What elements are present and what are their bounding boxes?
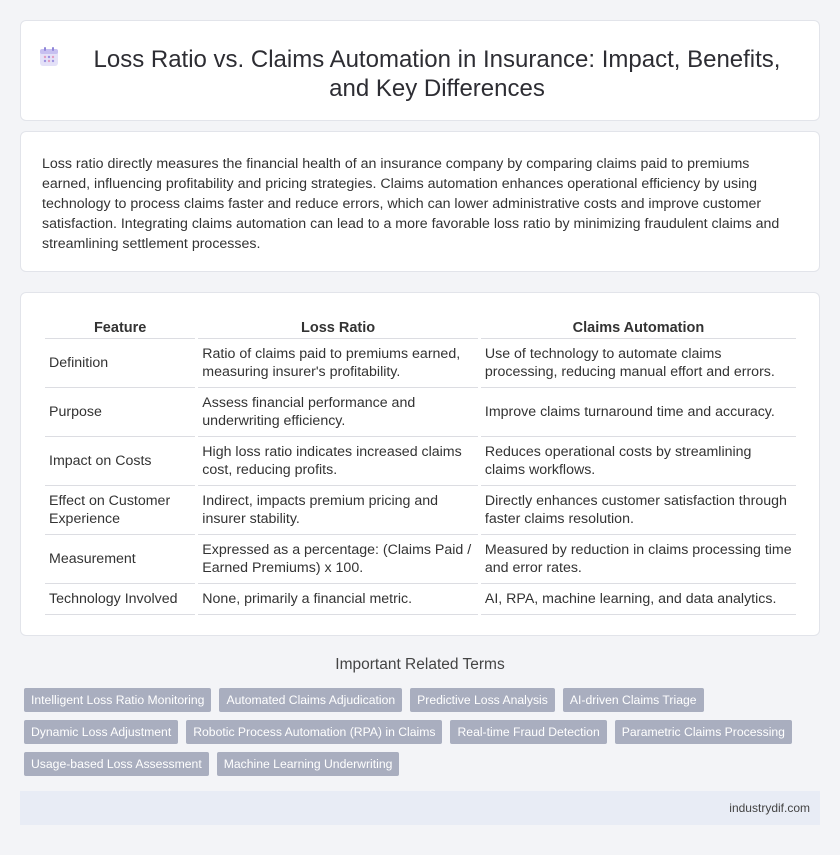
table-row	[45, 388, 796, 437]
header-feature: Feature	[45, 315, 195, 339]
loss-ratio-cell: Assess financial performance and underwriting efficiency.	[198, 388, 478, 437]
table-row	[45, 584, 796, 615]
feature-cell: Impact on Costs	[45, 437, 195, 486]
comparison-table	[42, 315, 799, 615]
intro-paragraph: Loss ratio directly measures the financial health of an insurance company by comparing claims paid to premiums earned, influencing profitability and pricing strategies. Claims automation enhances operational efficiency by using technology to process claims faster and reduce errors, which can lower administrative costs and improve customer satisfaction. Integrating claims automation can lead to a more favorable loss ratio by minimizing fraudulent claims and streamlining settlement processes.	[42, 156, 780, 252]
table-row	[45, 535, 796, 584]
claims-automation-cell: Measured by reduction in claims processing time and error rates.	[481, 535, 796, 584]
table-row	[45, 437, 796, 486]
header-card	[20, 20, 820, 121]
claims-automation-cell: Directly enhances customer satisfaction through faster claims resolution.	[481, 486, 796, 535]
intro-card	[20, 131, 820, 272]
loss-ratio-cell: None, primarily a financial metric.	[198, 584, 478, 615]
related-term-tag[interactable]: Dynamic Loss Adjustment	[24, 720, 178, 744]
feature-cell: Purpose	[45, 388, 195, 437]
loss-ratio-cell: Indirect, impacts premium pricing and insurer stability.	[198, 486, 478, 535]
related-terms-title: Important Related Terms	[335, 656, 505, 673]
calendar-icon	[38, 46, 60, 68]
related-terms-list	[24, 688, 814, 784]
feature-cell: Effect on Customer Experience	[45, 486, 195, 535]
related-term-tag[interactable]: Parametric Claims Processing	[615, 720, 792, 744]
related-term-tag[interactable]: Automated Claims Adjudication	[219, 688, 402, 712]
table-row	[45, 339, 796, 388]
claims-automation-cell: Improve claims turnaround time and accuracy.	[481, 388, 796, 437]
claims-automation-cell: Use of technology to automate claims processing, reducing manual effort and errors.	[481, 339, 796, 388]
tag-row	[24, 688, 814, 712]
claims-automation-cell: AI, RPA, machine learning, and data analytics.	[481, 584, 796, 615]
related-term-tag[interactable]: Real-time Fraud Detection	[450, 720, 606, 744]
header-claims-automation: Claims Automation	[481, 315, 796, 339]
tag-row	[24, 752, 814, 776]
table-row	[45, 486, 796, 535]
related-term-tag[interactable]: AI-driven Claims Triage	[563, 688, 704, 712]
feature-cell: Technology Involved	[45, 584, 195, 615]
claims-automation-cell: Reduces operational costs by streamlining claims workflows.	[481, 437, 796, 486]
related-term-tag[interactable]: Predictive Loss Analysis	[410, 688, 555, 712]
footer-bar	[20, 791, 820, 825]
feature-cell: Definition	[45, 339, 195, 388]
footer-site-link[interactable]: industrydif.com	[729, 801, 810, 815]
related-term-tag[interactable]: Usage-based Loss Assessment	[24, 752, 209, 776]
related-term-tag[interactable]: Robotic Process Automation (RPA) in Claims	[186, 720, 442, 744]
loss-ratio-cell: Ratio of claims paid to premiums earned, measuring insurer's profitability.	[198, 339, 478, 388]
related-term-tag[interactable]: Intelligent Loss Ratio Monitoring	[24, 688, 211, 712]
header-loss-ratio: Loss Ratio	[198, 315, 478, 339]
tag-row	[24, 720, 814, 744]
table-header-row	[45, 315, 796, 339]
page-title: Loss Ratio vs. Claims Automation in Insurance: Impact, Benefits, and Key Differences	[93, 46, 781, 102]
feature-cell: Measurement	[45, 535, 195, 584]
loss-ratio-cell: Expressed as a percentage: (Claims Paid / Earned Premiums) x 100.	[198, 535, 478, 584]
related-term-tag[interactable]: Machine Learning Underwriting	[217, 752, 400, 776]
comparison-card	[20, 292, 820, 636]
loss-ratio-cell: High loss ratio indicates increased claims cost, reducing profits.	[198, 437, 478, 486]
